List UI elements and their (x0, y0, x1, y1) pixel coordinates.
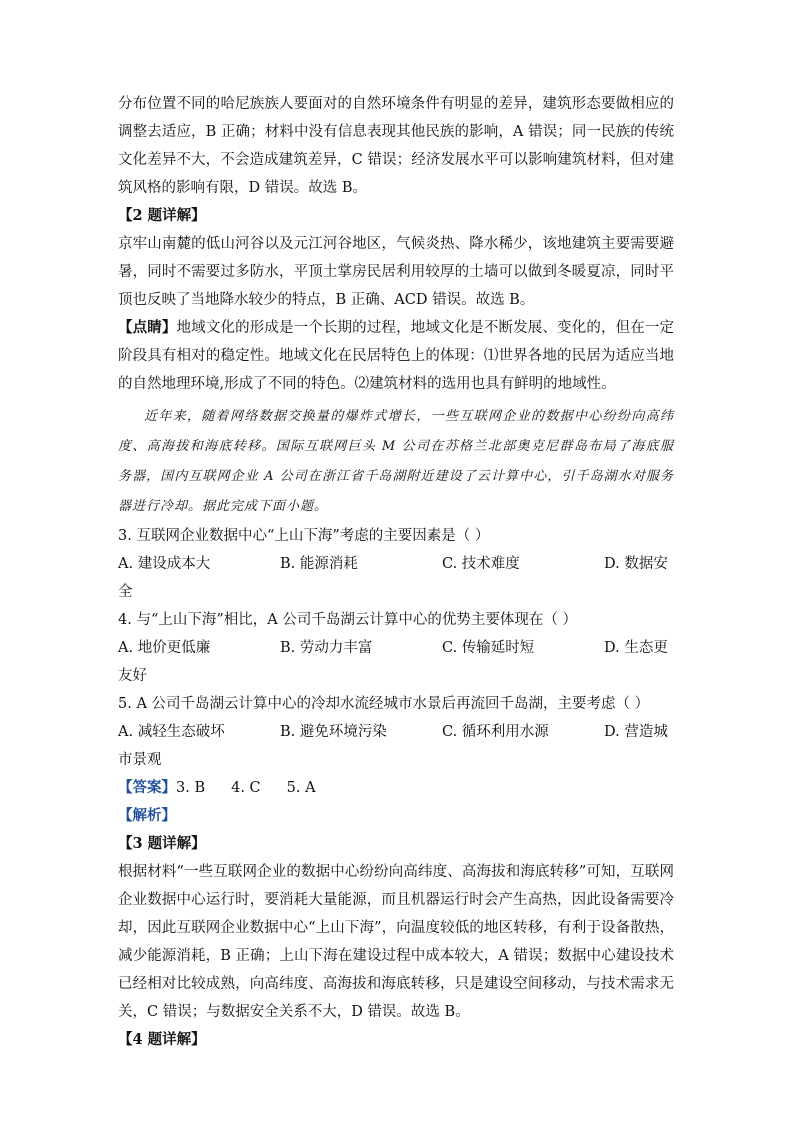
intro-paragraph: 分布位置不同的哈尼族族人要面对的自然环境条件有明显的差异，建筑形态要做相应的调整去适应，B 正确；材料中没有信息表现其他民族的影响，A 错误；同一民族的传统文化差异不大，不会造成建筑差异，C 错误；经济发展水平可以影响建筑材料，但对建筑风格的影响有限，D 错误。故选 B。 (118, 96, 674, 196)
question-5 (118, 690, 674, 774)
answer-4: 4. C (231, 780, 261, 796)
dianjing-heading: 【点睛】 (118, 319, 177, 336)
answer-3: 3. B (176, 780, 206, 796)
options-row (118, 634, 674, 662)
reading-passage: 近年来，随着网络数据交换量的爆炸式增长，一些互联网企业的数据中心纷纷向高纬度、高海拔和海底转移。国际互联网巨头 M 公司在苏格兰北部奥克尼群岛布局了海底服务器，国内互联网企业 A 公司在浙江省千岛湖附近建设了云计算中心，引千岛湖水对服务器进行冷却。据此完成下面小题。 (118, 409, 674, 514)
option-b: B. 避免环境污染 (280, 724, 387, 740)
question-stem: 5. A 公司千岛湖云计算中心的冷却水流经城市水景后再流回千岛湖，主要考虑（ ） (118, 696, 650, 712)
question-stem: 3. 互联网企业数据中心“上山下海”考虑的主要因素是（ ） (118, 528, 490, 544)
option-a: A. 减轻生态破坏 (118, 724, 225, 740)
option-d: D. 营造城 (604, 724, 668, 740)
options-row (118, 718, 674, 746)
option-d: D. 生态更 (604, 640, 668, 656)
answer-5: 5. A (286, 780, 316, 796)
dianjing-paragraph (118, 314, 674, 398)
q2-explanation: 京牢山南麓的低山河谷以及元江河谷地区，气候炎热、降水稀少，该地建筑主要需要避暑，同时不需要过多防水，平顶土掌房民居利用较厚的土墙可以做到冬暖夏凉，同时平顶也反映了当地降水较少的特点，B 正确、ACD 错误。故选 B。 (118, 236, 674, 308)
q3-heading: 【3 题详解】 (118, 835, 206, 852)
option-d-wrap: 友好 (118, 668, 147, 684)
option-c: C. 传输延时短 (442, 640, 535, 656)
option-b: B. 劳动力丰富 (280, 640, 373, 656)
analysis-heading: 【解析】 (118, 807, 176, 824)
question-4 (118, 606, 674, 690)
options-row (118, 550, 674, 578)
option-d-wrap: 全 (118, 584, 133, 600)
option-b: B. 能源消耗 (280, 556, 358, 572)
answer-line (118, 774, 674, 802)
question-stem: 4. 与“上山下海”相比，A 公司千岛湖云计算中心的优势主要体现在（ ） (118, 612, 577, 628)
answer-tag: 【答案】 (118, 779, 176, 796)
dianjing-body: 地域文化的形成是一个长期的过程，地域文化是不断发展、变化的，但在一定阶段具有相对的稳定性。地域文化在民居特色上的体现：⑴世界各地的民居为适应当地的自然地理环境,形成了不同的特色。⑵建筑材料的选用也具有鲜明的地域性。 (118, 320, 675, 392)
option-c: C. 循环利用水源 (442, 724, 549, 740)
q4-heading: 【4 题详解】 (118, 1031, 206, 1048)
document-page (118, 90, 674, 1054)
option-a: A. 地价更低廉 (118, 640, 211, 656)
option-a: A. 建设成本大 (118, 556, 211, 572)
q3-explanation: 根据材料“一些互联网企业的数据中心纷纷向高纬度、高海拔和海底转移”可知，互联网企业数据中心运行时，要消耗大量能源，而且机器运行时会产生高热，因此设备需要冷却，因此互联网企业数据中心“上山下海”，向温度较低的地区转移，有利于设备散热，减少能源消耗，B 正确；上山下海在建设过程中成本较大，A 错误；数据中心建设技术已经相对比较成熟，向高纬度、高海拔和海底转移，只是建设空间移动，与技术需求无关，C 错误；与数据安全关系不大，D 错误。故选 B。 (118, 864, 674, 1020)
option-d: D. 数据安 (604, 556, 668, 572)
question-3 (118, 522, 674, 606)
q2-heading: 【2 题详解】 (118, 207, 206, 224)
option-d-wrap: 市景观 (118, 752, 162, 768)
option-c: C. 技术难度 (442, 556, 520, 572)
